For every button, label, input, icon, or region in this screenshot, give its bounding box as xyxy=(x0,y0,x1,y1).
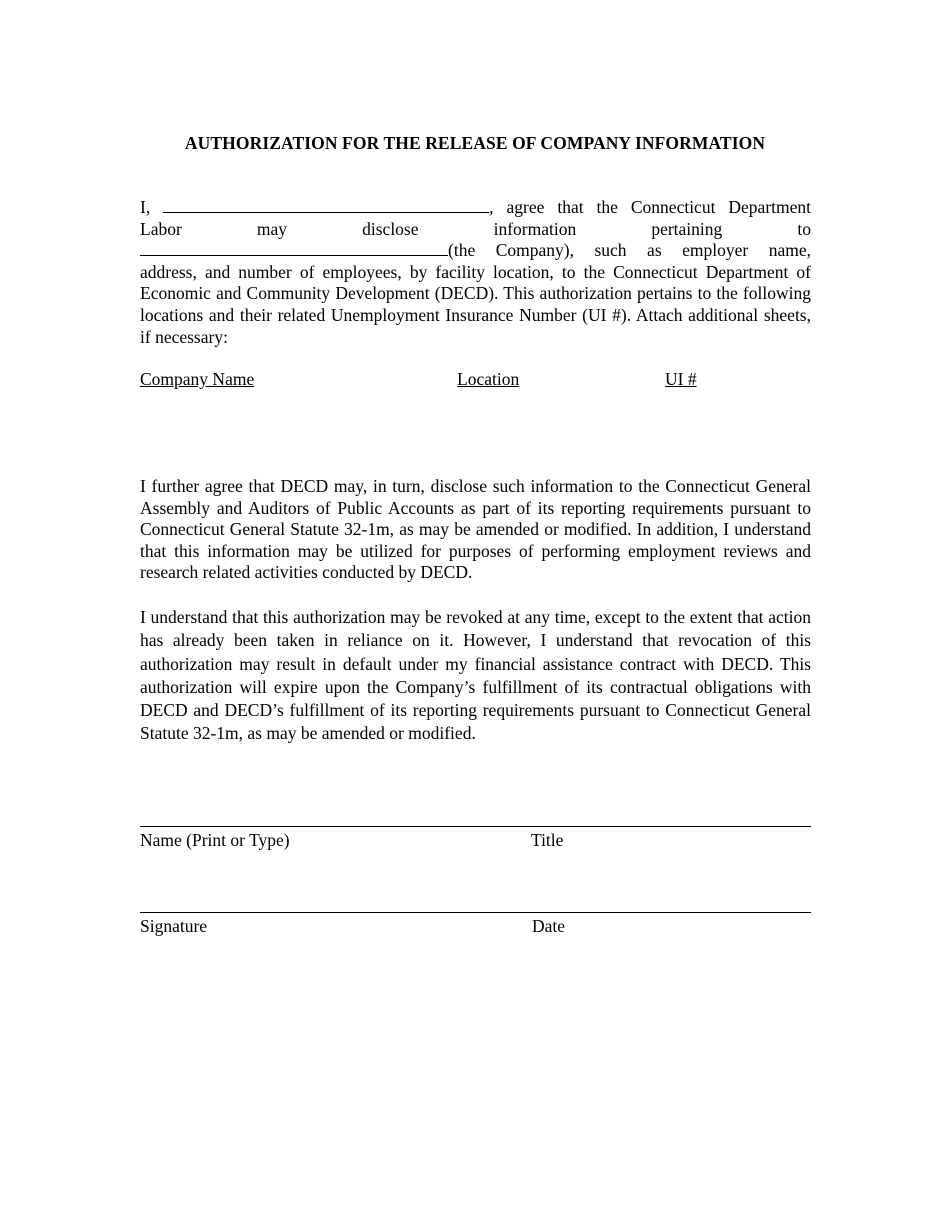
intro-rest: address, and number of employees, by facility location, to the Connecticut Department of Economic and Community Development (DECD). This authorization pertains to the following locations and their related Unemployment Insurance Number (UI #). Attach additional sheets, if necessary: xyxy=(140,261,811,347)
document-title: AUTHORIZATION FOR THE RELEASE OF COMPANY INFORMATION xyxy=(184,133,766,153)
signature-date-line[interactable] xyxy=(140,912,811,913)
intro-line-1-suffix: , agree that the Connecticut Department xyxy=(489,197,812,217)
authorizer-name-blank[interactable] xyxy=(163,198,489,213)
intro-word: disclose xyxy=(362,218,419,239)
name-label: Name (Print or Type) xyxy=(140,830,290,850)
intro-line-1 xyxy=(140,197,811,219)
revocation-paragraph: I understand that this authorization may be revoked at any time, except to the extent that action has already been taken in reliance on it. However, I understand that revocation of this authorization may result in default under my financial assistance contract with DECD. This authorization will expire upon the Company’s fulfillment of its contractual obligations with DECD and DECD’s fulfillment of its reporting requirements pursuant to Connecticut General Statute 32-1m, as may be amended or modified. xyxy=(140,607,811,744)
signature-label: Signature xyxy=(140,916,208,936)
intro-prefix: I, xyxy=(140,197,151,217)
intro-line-3-suffix: (the Company), such as employer name, xyxy=(448,240,811,261)
intro-word: Labor xyxy=(140,218,182,239)
title-label: Title xyxy=(531,830,564,850)
intro-line-3 xyxy=(140,240,811,262)
intro-word: may xyxy=(256,218,288,239)
intro-word: information xyxy=(493,218,577,239)
intro-paragraph xyxy=(140,197,811,348)
location-header: Location xyxy=(457,369,520,389)
intro-word: pertaining xyxy=(651,218,723,239)
name-title-line[interactable] xyxy=(140,826,811,827)
ui-number-header: UI # xyxy=(665,369,697,389)
company-name-blank[interactable] xyxy=(140,241,448,256)
intro-line-2 xyxy=(140,219,811,241)
intro-word: to xyxy=(797,218,811,239)
date-label: Date xyxy=(532,916,566,936)
disclosure-paragraph: I further agree that DECD may, in turn, disclose such information to the Connecticut General Assembly and Auditors of Public Accounts as part of its reporting requirements pursuant to Connecticut General Statute 32-1m, as may be amended or modified. In addition, I understand that this information may be utilized for purposes of performing employment reviews and research related activities conducted by DECD. xyxy=(140,476,811,583)
company-name-header: Company Name xyxy=(140,369,255,389)
